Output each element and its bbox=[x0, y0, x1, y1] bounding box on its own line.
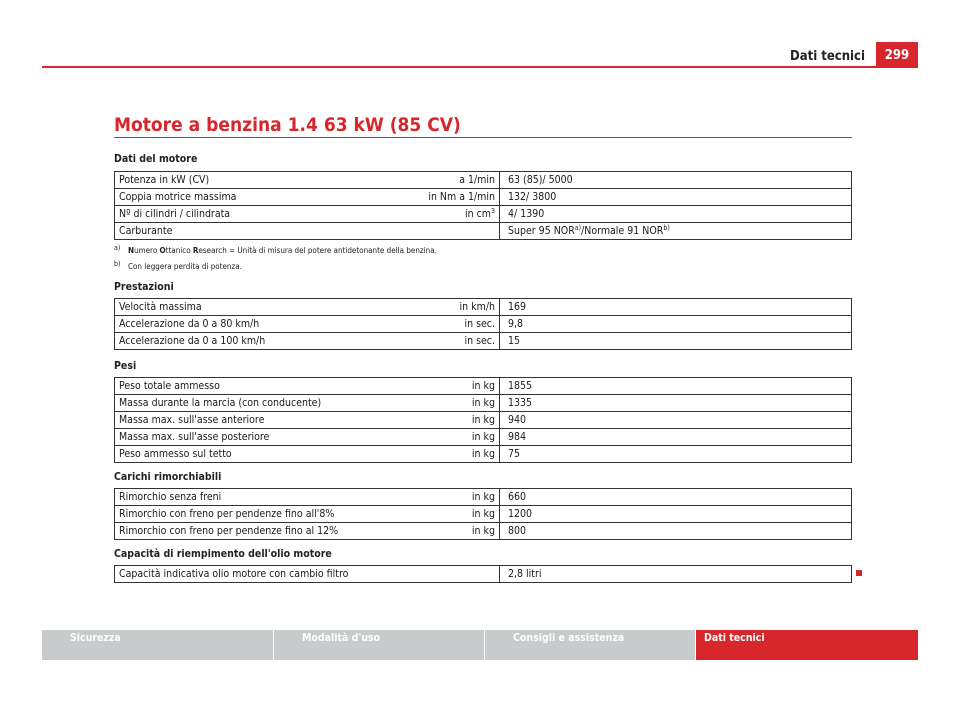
row-unit: in km/h bbox=[397, 299, 500, 316]
footer-tab-modalita-uso[interactable]: Modalità d'uso bbox=[274, 630, 484, 660]
table-row bbox=[115, 506, 852, 523]
table-row bbox=[115, 189, 852, 206]
row-label: Massa durante la marcia (con conducente) bbox=[115, 395, 398, 412]
row-label: Rimorchio senza freni bbox=[115, 489, 398, 506]
section-heading-performance: Prestazioni bbox=[114, 281, 174, 293]
row-label: Nº di cilindri / cilindrata bbox=[115, 206, 398, 223]
row-label: Capacità indicativa olio motore con cambio filtro bbox=[115, 566, 398, 583]
row-value: 169 bbox=[500, 299, 852, 316]
row-unit bbox=[397, 566, 500, 583]
row-label: Massa max. sull'asse anteriore bbox=[115, 412, 398, 429]
row-label: Massa max. sull'asse posteriore bbox=[115, 429, 398, 446]
row-value: 15 bbox=[500, 333, 852, 350]
section-heading-oil: Capacità di riempimento dell'olio motore bbox=[114, 548, 332, 560]
footnote-a: a) Numero Ottanico Research = Unità di misura del potere antidetonante della benzina. bbox=[114, 244, 437, 255]
footer-tab-consigli-assistenza[interactable]: Consigli e assistenza bbox=[485, 630, 695, 660]
row-value: 9,8 bbox=[500, 316, 852, 333]
row-value: 2,8 litri bbox=[500, 566, 852, 583]
row-value: 940 bbox=[500, 412, 852, 429]
oil-table bbox=[114, 565, 852, 583]
row-unit: in kg bbox=[397, 523, 500, 540]
row-label: Rimorchio con freno per pendenze fino all'8% bbox=[115, 506, 398, 523]
footer-tab-sicurezza[interactable]: Sicurezza bbox=[42, 630, 273, 660]
row-label: Accelerazione da 0 a 100 km/h bbox=[115, 333, 398, 350]
row-label: Peso ammesso sul tetto bbox=[115, 446, 398, 463]
row-label: Velocità massima bbox=[115, 299, 398, 316]
table-row bbox=[115, 299, 852, 316]
row-value: 75 bbox=[500, 446, 852, 463]
row-unit: in kg bbox=[397, 506, 500, 523]
performance-table bbox=[114, 298, 852, 350]
table-row bbox=[115, 412, 852, 429]
row-label: Carburante bbox=[115, 223, 398, 240]
table-row bbox=[115, 446, 852, 463]
row-value: 4/ 1390 bbox=[500, 206, 852, 223]
row-value: Super 95 NOR$^{a)}$/Normale 91 NOR$^{b)}$ bbox=[500, 223, 852, 240]
section-heading-trailer: Carichi rimorchiabili bbox=[114, 471, 222, 483]
row-unit: in kg bbox=[397, 378, 500, 395]
title-rule bbox=[114, 137, 852, 138]
section-heading-engine: Dati del motore bbox=[114, 153, 198, 165]
row-value: 132/ 3800 bbox=[500, 189, 852, 206]
row-unit: in $cm^3$ bbox=[397, 206, 500, 223]
row-value: 63 (85)/ 5000 bbox=[500, 172, 852, 189]
row-value: 1200 bbox=[500, 506, 852, 523]
row-unit: in sec. bbox=[397, 333, 500, 350]
row-label: Peso totale ammesso bbox=[115, 378, 398, 395]
row-unit: in Nm a 1/min bbox=[397, 189, 500, 206]
table-row bbox=[115, 395, 852, 412]
running-header-title: Dati tecnici bbox=[790, 49, 865, 64]
footnote-b: b) Con leggera perdita di potenza. bbox=[114, 260, 242, 271]
row-unit: a 1/min bbox=[397, 172, 500, 189]
table-row bbox=[115, 489, 852, 506]
row-label: Coppia motrice massima bbox=[115, 189, 398, 206]
row-value: 1335 bbox=[500, 395, 852, 412]
engine-table bbox=[114, 171, 852, 240]
row-unit bbox=[397, 223, 500, 240]
section-heading-weights: Pesi bbox=[114, 360, 137, 372]
row-label: Accelerazione da 0 a 80 km/h bbox=[115, 316, 398, 333]
table-row bbox=[115, 206, 852, 223]
table-row bbox=[115, 223, 852, 240]
header-rule bbox=[42, 66, 918, 68]
row-value: 1855 bbox=[500, 378, 852, 395]
row-value: 984 bbox=[500, 429, 852, 446]
table-row bbox=[115, 566, 852, 583]
row-unit: in kg bbox=[397, 489, 500, 506]
table-row bbox=[115, 333, 852, 350]
row-unit: in kg bbox=[397, 446, 500, 463]
table-row bbox=[115, 172, 852, 189]
row-label: Rimorchio con freno per pendenze fino al 12% bbox=[115, 523, 398, 540]
row-label: Potenza in kW (CV) bbox=[115, 172, 398, 189]
section-end-marker bbox=[856, 570, 862, 576]
row-unit: in kg bbox=[397, 395, 500, 412]
trailer-table bbox=[114, 488, 852, 540]
table-row bbox=[115, 378, 852, 395]
weights-table bbox=[114, 377, 852, 463]
row-unit: in sec. bbox=[397, 316, 500, 333]
page-title: Motore a benzina 1.4 63 kW (85 CV) bbox=[114, 114, 461, 136]
table-row bbox=[115, 523, 852, 540]
table-row bbox=[115, 429, 852, 446]
row-unit: in kg bbox=[397, 412, 500, 429]
row-value: 660 bbox=[500, 489, 852, 506]
row-value: 800 bbox=[500, 523, 852, 540]
page-number: 299 bbox=[876, 42, 918, 67]
footer-nav bbox=[42, 630, 918, 660]
table-row bbox=[115, 316, 852, 333]
row-unit: in kg bbox=[397, 429, 500, 446]
footer-tab-dati-tecnici[interactable]: Dati tecnici bbox=[696, 630, 918, 660]
